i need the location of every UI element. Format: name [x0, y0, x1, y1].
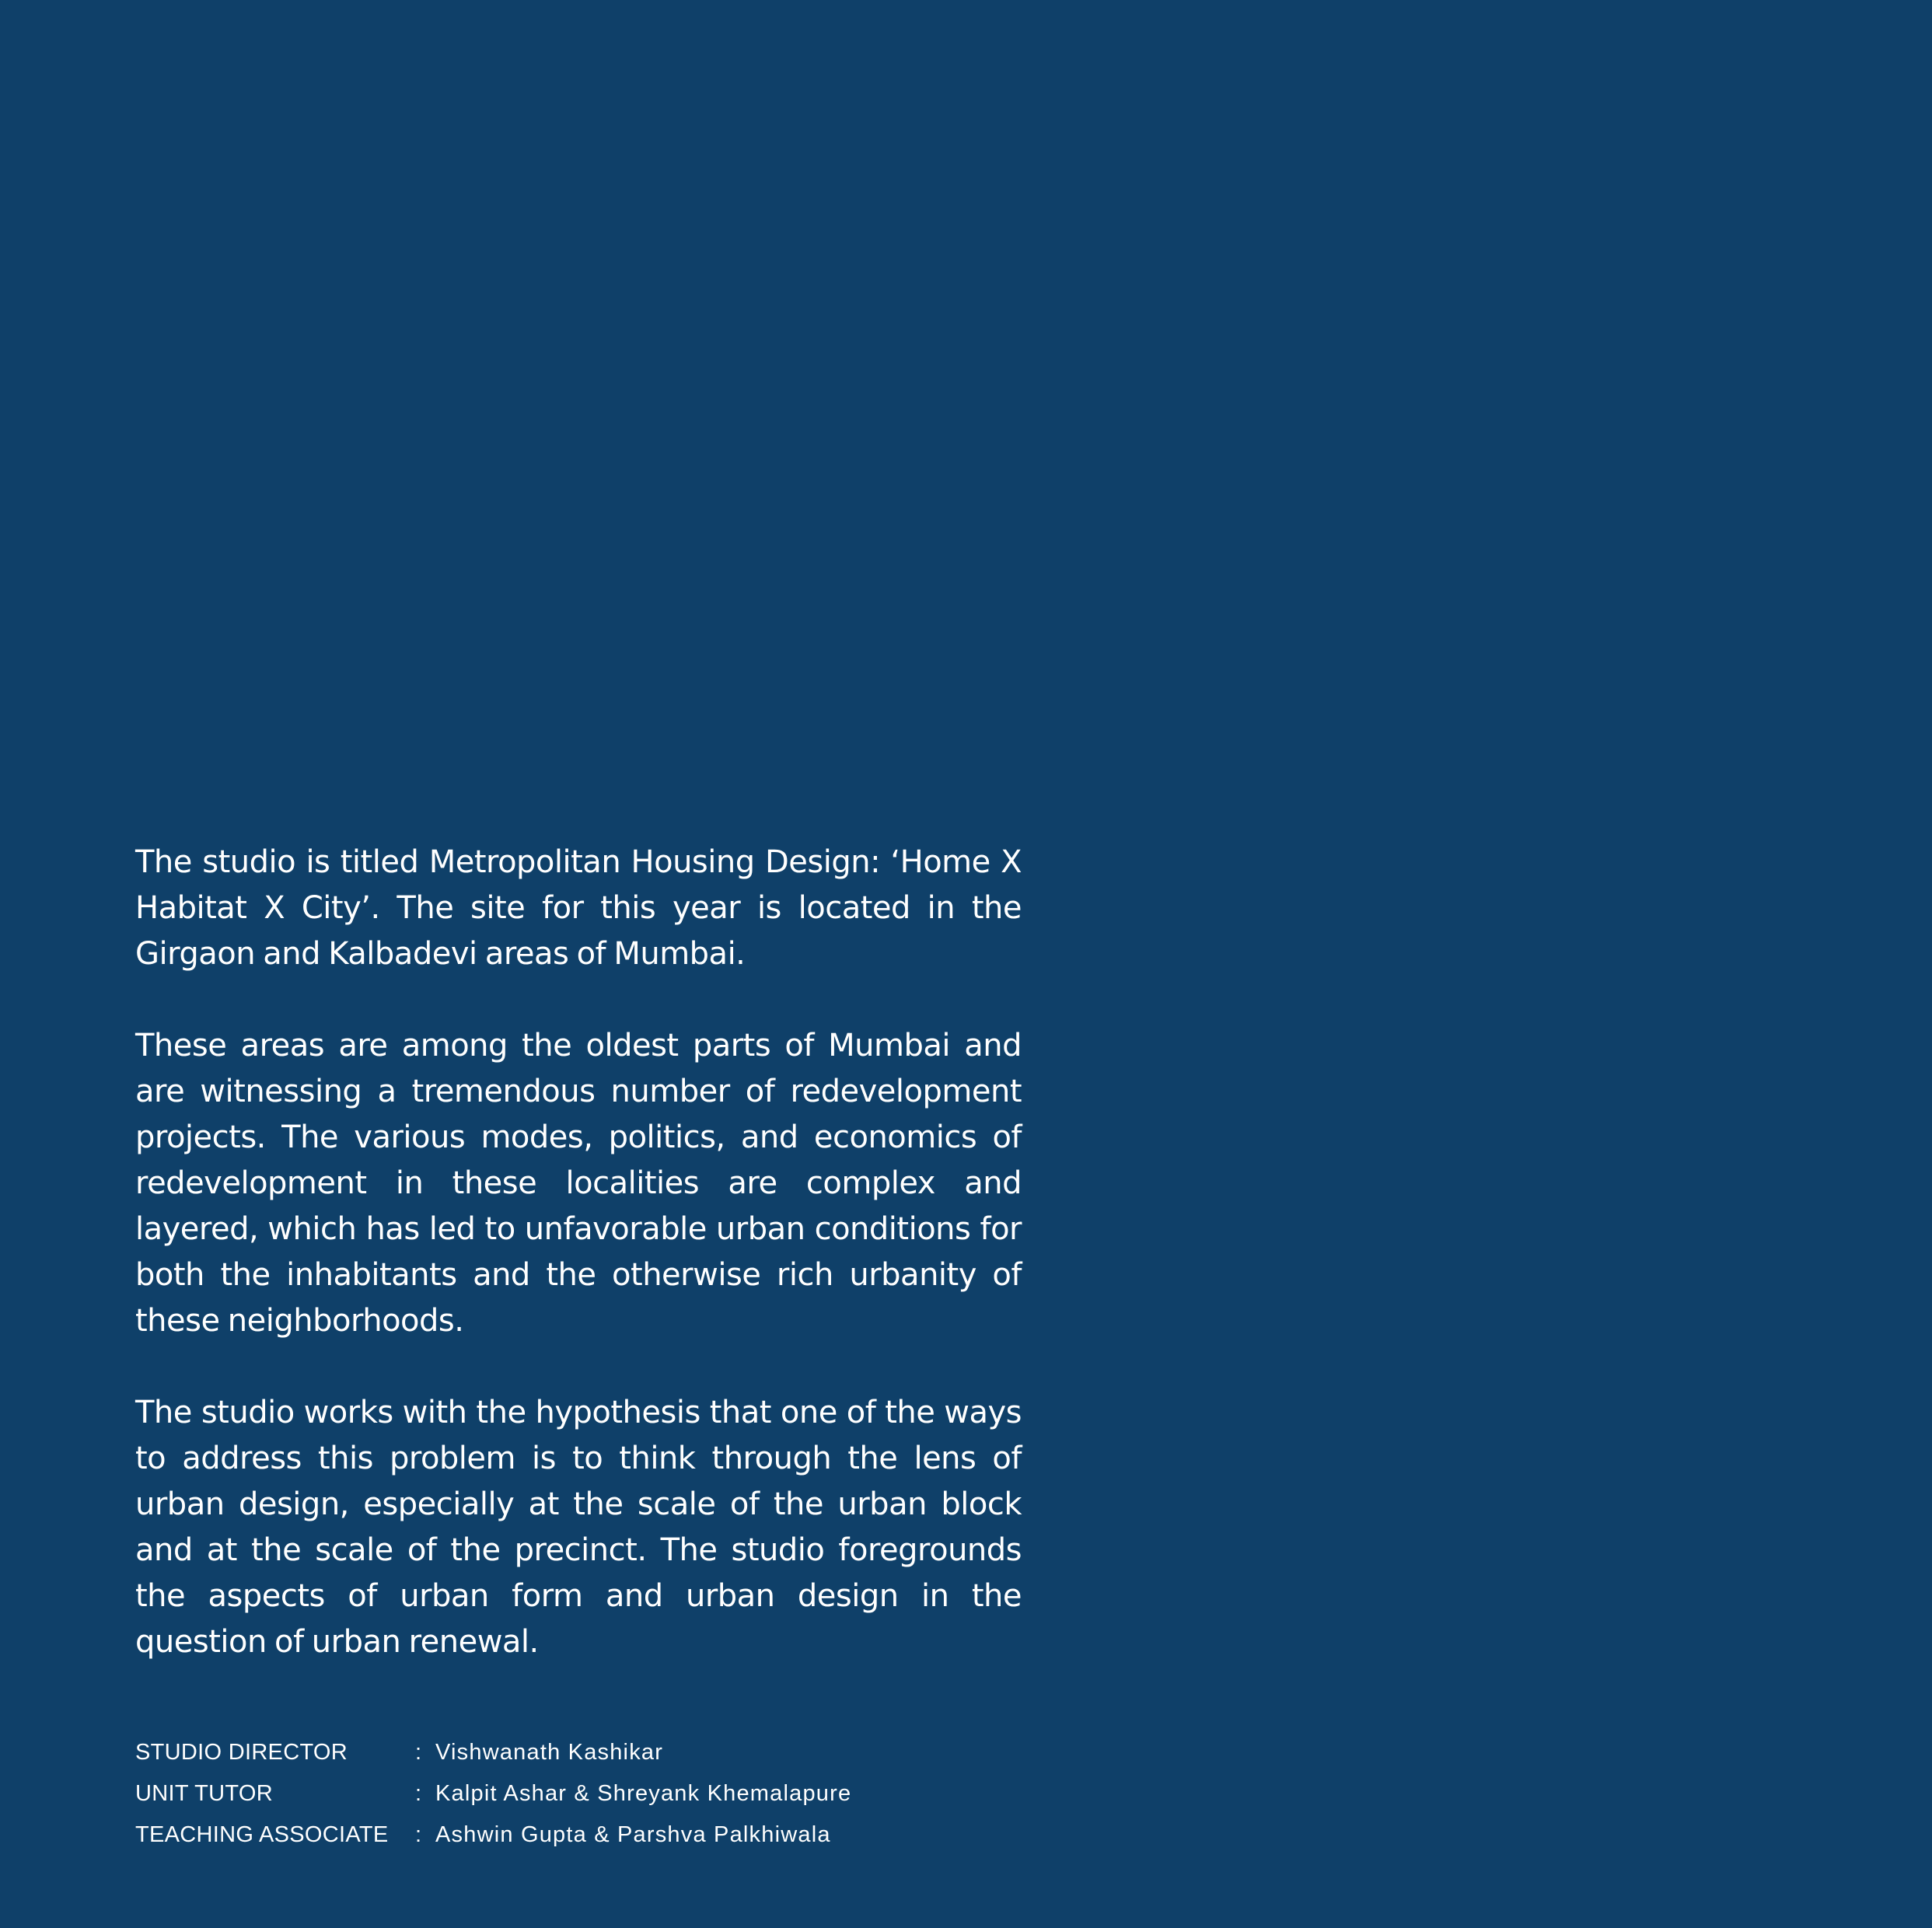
credits-list: [135, 1732, 851, 1856]
credit-names: Ashwin Gupta & Parshva Palkhiwala: [435, 1822, 831, 1847]
credit-role: STUDIO DIRECTOR: [135, 1740, 348, 1765]
intro-paragraph: The studio is titled Metropolitan Housing Design: ‘Home X Habitat X City’. The site for this year is located in the Girgaon and Kalbadevi areas of Mumbai.: [135, 844, 1022, 972]
credit-separator: :: [415, 1781, 422, 1806]
hypothesis-paragraph: The studio works with the hypothesis that one of the ways to address this problem is to think through the lens of urban design, especially at the scale of the urban block and at the scale of the precinct. The studio foregrounds the aspects of urban form and urban design in the question of urban renewal.: [135, 1395, 1022, 1660]
studio-description: [135, 840, 1022, 1665]
credit-names: Kalpit Ashar & Shreyank Khemalapure: [435, 1781, 852, 1806]
credit-row-unit-tutor: [135, 1773, 851, 1814]
credit-row-studio-director: [135, 1732, 851, 1773]
credit-row-teaching-associate: [135, 1814, 851, 1856]
credit-separator: :: [415, 1740, 422, 1765]
credit-role: UNIT TUTOR: [135, 1781, 274, 1806]
credit-separator: :: [415, 1822, 422, 1847]
credit-role: TEACHING ASSOCIATE: [135, 1822, 389, 1847]
context-paragraph: These areas are among the oldest parts of Mumbai and are witnessing a tremendous number of redevelopment projects. The various modes, politics, and economics of redevelopment in these localities are complex and layered, which has led to unfavorable urban conditions for both the inhabitants and the otherwise rich urbanity of these neighborhoods.: [135, 1028, 1022, 1339]
credit-names: Vishwanath Kashikar: [435, 1740, 664, 1765]
